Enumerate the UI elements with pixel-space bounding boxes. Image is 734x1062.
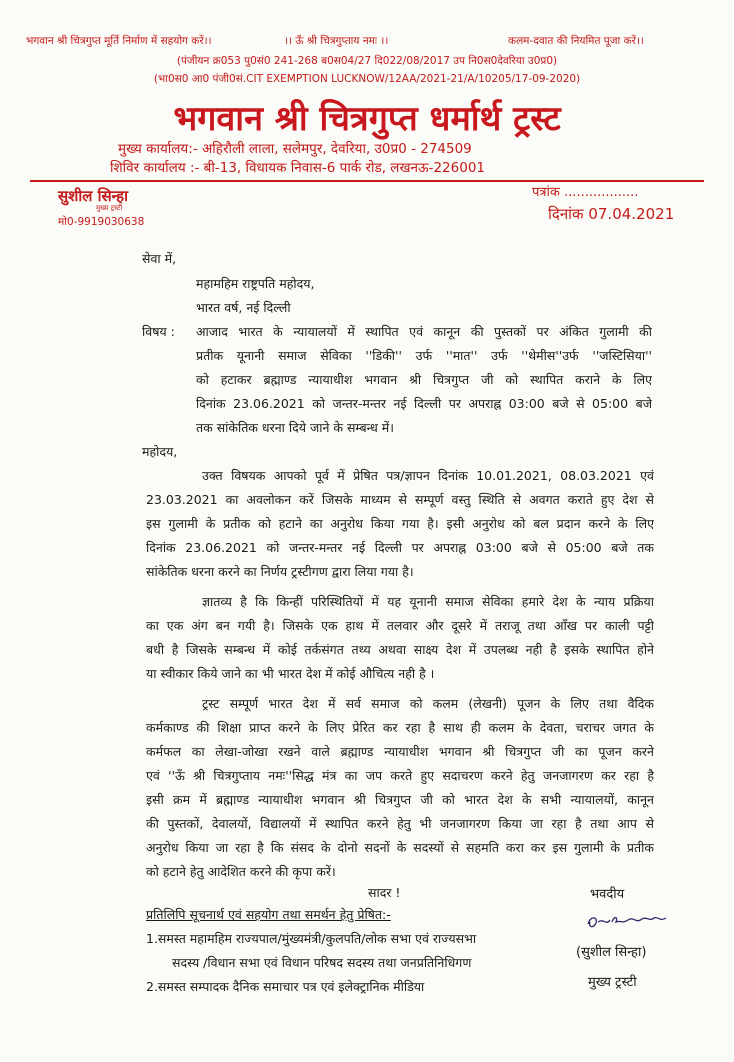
copy-item-1-line-2: सदस्य /विधान सभा एवं विधान परिषद सदस्य तथा जनप्रतिनिधिगण bbox=[172, 955, 472, 970]
paragraph-line: ट्रस्ट सम्पूर्ण भारत देश में सर्व समाज को कलम (लेखनी) पूजन के लिए तथा वैदिक bbox=[202, 696, 654, 711]
paragraph-line: दिनांक 23.06.2021 को जन्तर-मन्तर नई दिल्ली पर अपराह्न 03:00 बजे से 05:00 बजे तक bbox=[146, 540, 654, 555]
paragraph-line: ज्ञातव्य है कि किन्हीं परिस्थितियों में यह यूनानी समाज सेविका हमारे देश के न्याय प्रक्रिया bbox=[202, 594, 654, 609]
copy-item-1-line-1: 1.समस्त महामहिम राज्यपाल/मुंख्यमंत्री/कुलपति/लोक सभा एवं राज्यसभा bbox=[146, 931, 477, 946]
subject-line: तक सांकेतिक धरना दिये जाने के सम्बन्ध में। bbox=[196, 420, 394, 435]
salutation: महोदय, bbox=[142, 444, 178, 459]
subject-line: आजाद भारत के न्यायालयों में स्थापित एवं कानून की पुस्तकों पर अंकित गुलामी की bbox=[196, 324, 652, 339]
sadar-text: सादर ! bbox=[368, 885, 401, 900]
paragraph-line: सांकेतिक धरना करने का निर्णय ट्रस्टीगण द्वारा लिया गया है। bbox=[146, 564, 414, 579]
paragraph-line: कर्मकाण्ड की शिक्षा प्राप्त करने के लिए प्रेरित कर रहा है साथ ही कलम के देवता, चराचर जगत के bbox=[146, 720, 654, 735]
paragraph-line: को हटाने हेतु आदेशित करने की कृपा करें। bbox=[146, 864, 336, 879]
paragraph-line: का एक अंग बन गयी है। जिसके एक हाथ में तलवार और दूसरे में तराजू तथा आँख पर काली पट्टी bbox=[146, 618, 654, 633]
sender-designation: मुख्य ट्रस्टी bbox=[96, 204, 123, 212]
subject-line: को हटाकर ब्रह्माण्ड न्यायाधीश भगवान श्री चित्रगुप्त जी को स्थापित कराने के लिए bbox=[196, 372, 652, 387]
sender-name: सुशील सिन्हा bbox=[58, 187, 128, 205]
registration-line-2: (भा0स0 आ0 पंजी0सं.CIT EXEMPTION LUCKNOW/12AA/2021-21/A/10205/17-09-2020) bbox=[153, 73, 581, 85]
signatory-designation: मुख्य ट्रस्टी bbox=[588, 975, 637, 990]
reference-number: पत्रांक .................. bbox=[532, 185, 639, 200]
header-slogan-left: भगवान श्री चित्रगुप्त मूर्ति निर्माण में सहयोग करें।। bbox=[26, 35, 212, 47]
signature bbox=[584, 908, 674, 934]
paragraph-line: कर्मफल का लेखा-जोखा रखने वाले ब्रह्माण्ड न्यायाधीश भगवान श्री चित्रगुप्त जी का पूजन करने bbox=[146, 744, 654, 759]
signature-text bbox=[584, 908, 588, 909]
head-office-address: मुख्य कार्यालय:- अहिरौली लाला, सलेमपुर, देवरिया, उ0प्र0 - 274509 bbox=[118, 141, 472, 157]
paragraph-line: की पुस्तकों, देवालयों, विद्यालयों में स्थापित करने हेतु भी जनजागरण किया जा रहा है तथा आप से bbox=[146, 816, 654, 831]
to-label: सेवा में, bbox=[142, 251, 177, 266]
address-line-2: भारत वर्ष, नई दिल्ली bbox=[196, 300, 291, 315]
subject-line: प्रतीक यूनानी समाज सेविका ''डिकी'' उर्फ ''मात'' उर्फ ''थेमीस''उर्फ ''जस्टिसिया'' bbox=[196, 348, 652, 363]
subject-line: दिनांक 23.06.2021 को जन्तर-मन्तर नई दिल्ली पर अपराह्न 03:00 बजे से 05:00 बजे bbox=[196, 396, 652, 411]
sender-mobile: मो0-9919030638 bbox=[58, 216, 145, 228]
paragraph-line: उक्त विषयक आपको पूर्व में प्रेषित पत्र/ज्ञापन दिनांक 10.01.2021, 08.03.2021 एवं bbox=[202, 468, 654, 483]
subject-label: विषय : bbox=[142, 324, 175, 339]
bhavdiya-text: भवदीय bbox=[590, 887, 625, 902]
paragraph-line: या स्वीकार किये जाने का भी भारत देश में कोई औचित्य नही है । bbox=[146, 666, 435, 681]
paragraph-line: अनुरोध किया जा रहा है कि संसद के दोनो सदनों के सदस्यों से सहमति करा कर इस गुलामी के प्रतीक bbox=[146, 840, 654, 855]
paragraph-line: एवं ''ऊँ श्री चित्रगुप्ताय नमः''सिद्ध मंत्र का जप करते हुए सदाचरण करने हेतु जनजागरण कर रहा है bbox=[146, 768, 654, 783]
copy-heading: प्रतिलिपि सूचनार्थ एवं सहयोग तथा समर्थन हेतु प्रेषित:- bbox=[146, 907, 391, 922]
camp-office-address: शिविर कार्यालय :- बी-13, विधायक निवास-6 पार्क रोड, लखनऊ-226001 bbox=[110, 160, 486, 176]
copy-item-2: 2.समस्त सम्पादक दैनिक समाचार पत्र एवं इलेक्ट्रानिक मीडिया bbox=[146, 979, 425, 994]
letter-date: दिनांक 07.04.2021 bbox=[548, 205, 675, 223]
paragraph-line: 23.03.2021 का अवलोकन करें जिसके माध्यम से सम्पूर्ण वस्तु स्थिति से अवगत कराते हुए देश से bbox=[146, 492, 654, 507]
paragraph-line: इस गुलामी के प्रतीक को हटाने का अनुरोध किया गया है। इसी अनुरोध को बल प्रदान करने के लिए bbox=[146, 516, 654, 531]
signatory-name: (सुशील सिन्हा) bbox=[576, 945, 647, 960]
organization-name: भगवान श्री चित्रगुप्त धर्मार्थ ट्रस्ट bbox=[173, 99, 561, 139]
address-line-1: महामहिम राष्ट्रपति महोदय, bbox=[196, 276, 315, 291]
paragraph-line: बधी है जिसके सम्बन्ध में कोई तर्कसंगत तथ्य अथवा साक्ष्य देश में उपलब्ध नही है इसके स्थापित होने bbox=[146, 642, 654, 657]
registration-line-1: (पंजीयन क्र053 पु0सं0 241-268 ब0स04/27 दि022/08/2017 उप नि0स0देवरिया उ0प्र0) bbox=[176, 55, 558, 67]
paragraph-line: इसी क्रम में ब्रह्माण्ड न्यायाधीश भगवान श्री चित्रगुप्त जी को भारत देश के सभी न्यायालयों, कानून bbox=[146, 792, 654, 807]
header-slogan-center: ।। ऊँ श्री चित्रगुप्ताय नमः ।। bbox=[284, 35, 389, 47]
header-slogan-right: कलम-दवात की नियमित पूजा करें।। bbox=[508, 35, 644, 47]
